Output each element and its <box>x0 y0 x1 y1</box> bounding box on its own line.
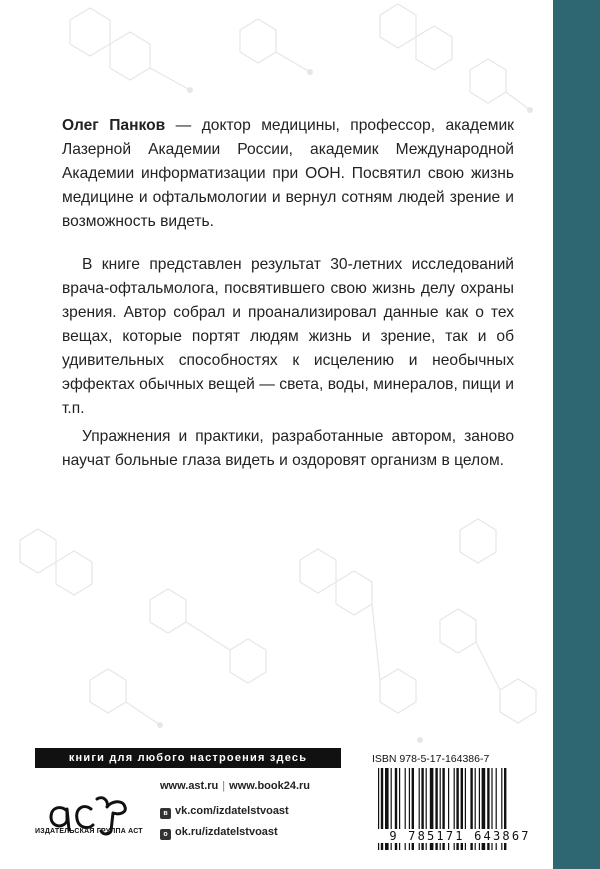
ok-row <box>160 826 278 840</box>
isbn-number: ISBN 978-5-17-164386-7 <box>372 753 490 765</box>
website-link-ast[interactable]: www.ast.ru <box>160 780 219 792</box>
author-bio: — доктор медицины, профессор, академик Лазерной Академии России, академик Международной Академии информатизации при ООН. Посвятил свою жизнь медицине и офтальмологии и вернул сотням людей зрение и возможность видеть. <box>62 117 514 230</box>
ok-link[interactable]: ok.ru/izdatelstvoast <box>175 826 278 838</box>
ok-icon: о <box>160 829 171 840</box>
book-benefits-paragraph: Упражнения и практики, разработанные автором, заново научат больные глаза видеть и оздоровят организм в целом. <box>62 428 514 469</box>
logo-caption: ИЗДАТЕЛЬСКАЯ ГРУППА АСТ <box>35 828 143 835</box>
annotation-text <box>62 114 514 473</box>
vk-row <box>160 805 289 819</box>
vk-icon: в <box>160 808 171 819</box>
website-row <box>160 780 310 792</box>
spine-color-bar <box>553 0 600 869</box>
barcode-digits: 9 785171 643867 <box>372 829 548 843</box>
author-paragraph <box>62 114 514 234</box>
ast-logo <box>45 775 135 850</box>
slogan-banner: книги для любого настроения здесь <box>35 748 341 768</box>
vk-link[interactable]: vk.com/izdatelstvoast <box>175 805 289 817</box>
author-name: Олег Панков <box>62 117 166 134</box>
website-link-book24[interactable]: www.book24.ru <box>229 780 311 792</box>
book-description-paragraph: В книге представлен результат 30-летних исследований врача-офтальмолога, посвятившего свою жизнь делу охраны зрения. Автор собрал и проанализировал данные как о тех вещах, которые портят людям жизнь и зрение, так и об удивительных способностях к исцелению и необычных эффектах обычных вещей — света, воды, минералов, пищи и т.п. <box>62 256 514 417</box>
link-separator: | <box>222 780 226 792</box>
